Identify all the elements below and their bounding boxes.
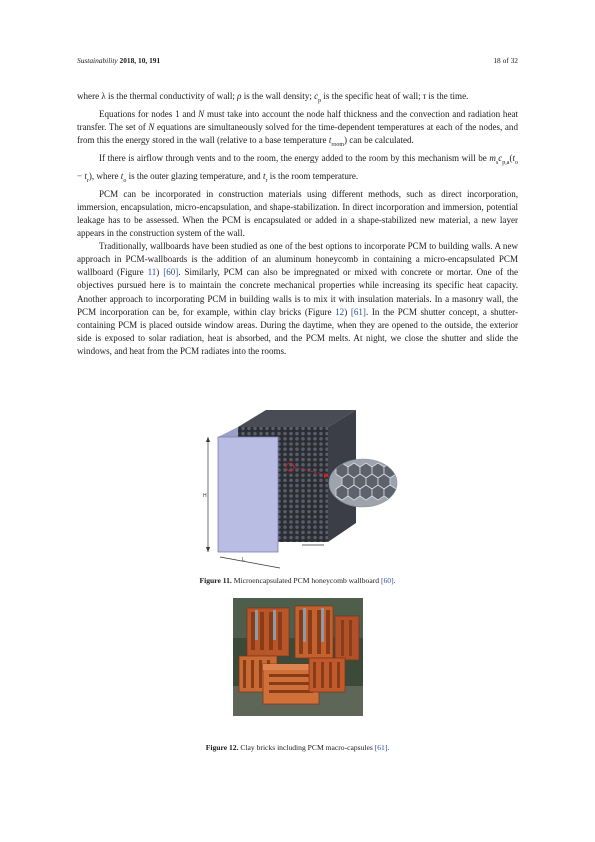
dim-l-label: L [242,557,245,563]
figure-11-caption: Figure 11. Microencapsulated PCM honeycomb wallboard [60]. [199,576,396,585]
dim-h-label: H [203,493,207,499]
figure-11-caption-text: Microencapsulated PCM honeycomb wallboard [233,576,380,585]
honeycomb-wallboard-figure [198,405,398,570]
running-header [77,56,160,65]
page-number: 18 of 32 [493,56,518,65]
dim-w-label: W [309,537,314,543]
body-text [77,90,518,358]
figure-11-ref[interactable]: [60] [380,576,394,585]
paragraph-1: Equations for nodes 1 and N must take into account the node half thickness and the convection and radiation heat transfer. The set of N equations are simultaneously solved for the time-dependent temperatures at each of the nodes, and from this the energy stored in the wall (relative to a base temperature $t_{room}$) can be calculated. [77,108,519,148]
paragraph-4: Traditionally, wallboards have been studied as one of the best options to incorporate PCM to building walls. A new approach in PCM-wallboards is the addition of an aluminum honeycomb in containing a micro-encapsulated PCM wallboard (Figure 11) [60]. Similarly, PCM can also be impregnated or mixed with concrete or mortar. One of the objectives pursued here is to maintain the concrete mechanical properties while increasing its specific heat capacity. Another approach to incorporating PCM in building walls is to mix it with insulation materials. In a masonry wall, the PCM incorporation can be, for example, within clay bricks (Figure 12) [61]. In the PCM shutter concept, a shutter-containing PCM is placed outside window areas. During the daytime, when they are opened to the outside, the exterior side is exposed to solar radiation, heat is absorbed, and the PCM melts. At night, we close the shutter and slide the windows, and heat from the PCM radiates into the rooms. [77,241,518,356]
paragraph-2: If there is airflow through vents and to the room, the energy added to the room by this mechanism will be $m_sc_{p,a}(t_o - t_r)$, where $t_o$ is the outer glazing temperature, and $t_r$ is the room temperature. [77,152,518,184]
paragraph-3: PCM can be incorporated in construction materials using different methods, such as direct incorporation, immersion, encapsulation, micro-encapsulation, and shape-stabilization. In direct incorporation and immersion, potential leakage has to be assessed. When the PCM is encapsulated or added in a shape-stabilized new material, a new layer appears in the construction system of the wall. [77,188,518,239]
figure-12-label: Figure 12. [205,743,239,752]
figure-12-caption-text: Clay bricks including PCM macro-capsules [240,743,373,752]
figure-11-label: Figure 11. [199,576,232,585]
figure-12-caption: Figure 12. Clay bricks including PCM macro-capsules [61]. [205,743,390,752]
paragraph-0: where λ is the thermal conductivity of wall; ρ is the wall density; $c_p$ is the specific heat of wall; τ is the time. [77,91,469,104]
figure-12-ref[interactable]: [61] [374,743,388,752]
journal-citation: 2018, 10, 191 [119,56,161,65]
journal-name: Sustainability [77,56,118,65]
clay-bricks-photo [233,598,363,716]
front-panel [218,437,278,552]
